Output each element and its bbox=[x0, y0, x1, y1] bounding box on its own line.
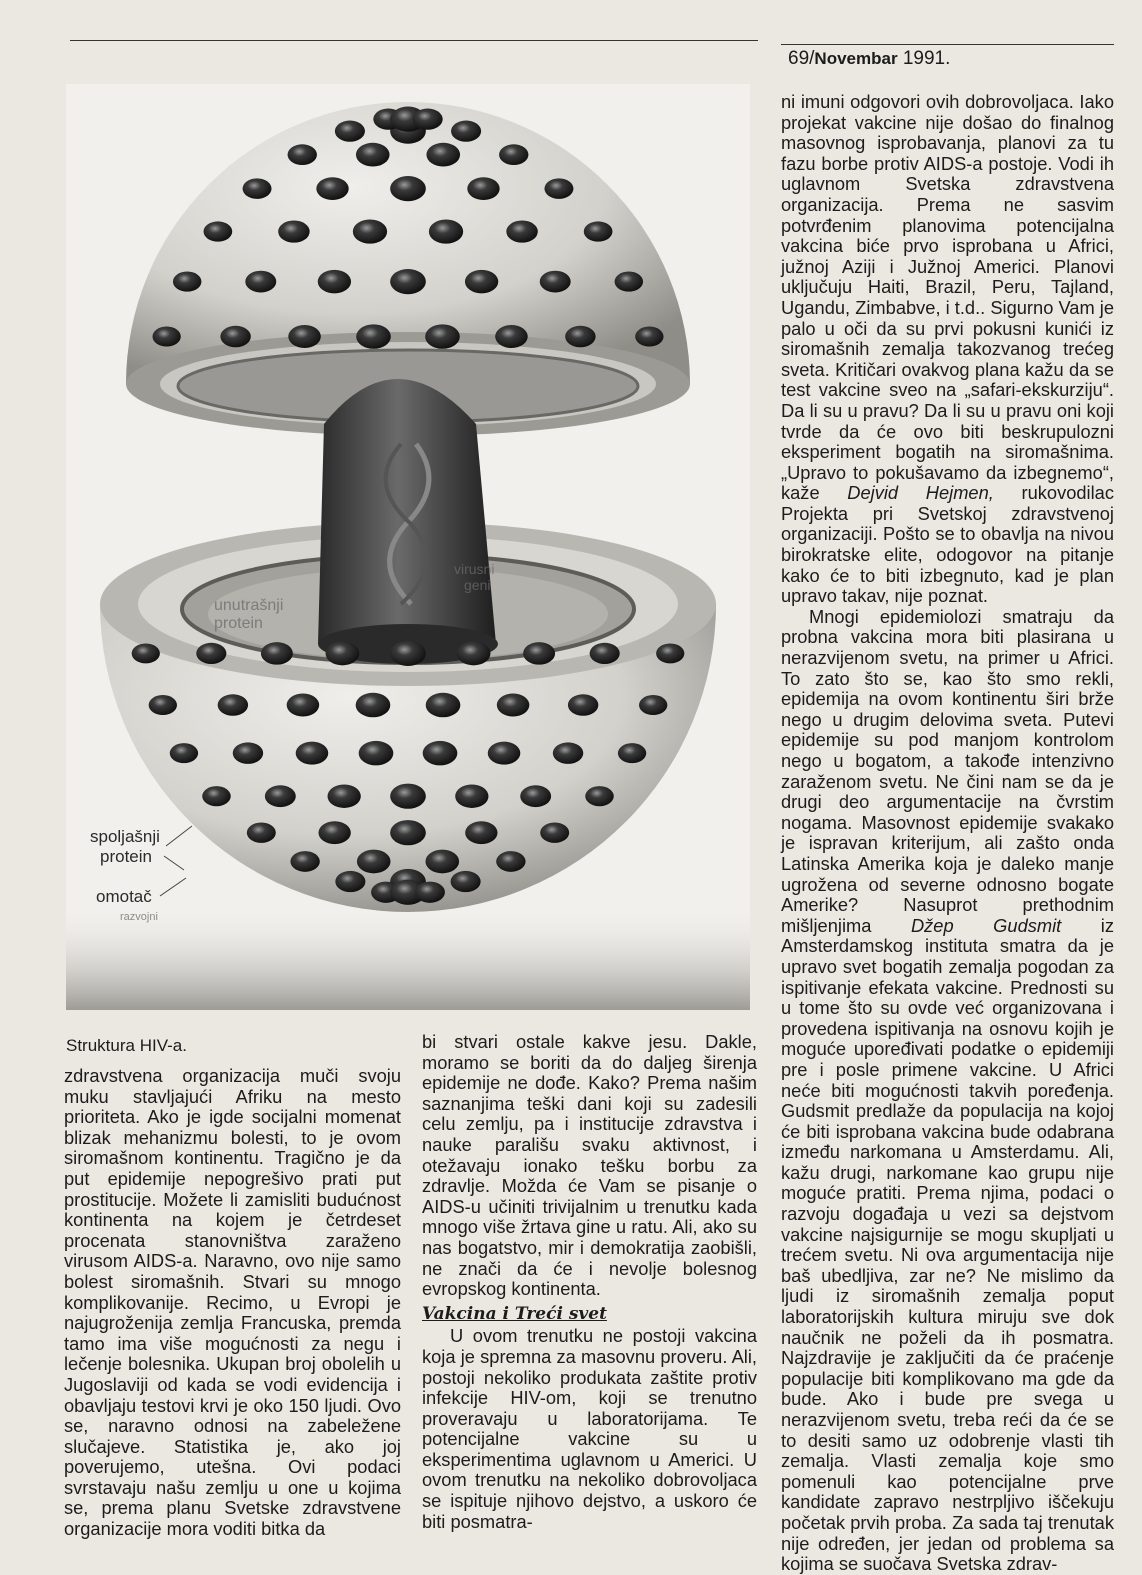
surface-protein-knob bbox=[335, 121, 365, 142]
surface-protein-knob bbox=[265, 785, 296, 807]
surface-protein-knob bbox=[425, 850, 459, 874]
surface-protein-knob bbox=[356, 693, 391, 717]
surface-protein-knob bbox=[415, 882, 445, 903]
hiv-structure-illustration bbox=[66, 84, 750, 1010]
person-name: Dejvid Hejmen, bbox=[847, 482, 994, 504]
surface-protein-knob bbox=[245, 271, 276, 293]
surface-protein-knob bbox=[495, 325, 528, 348]
person-name: Džep Gudsmit bbox=[910, 914, 1062, 936]
surface-protein-knob bbox=[296, 742, 329, 765]
label-virus-genes: virusni geni bbox=[454, 561, 495, 593]
surface-protein-knob bbox=[390, 176, 426, 201]
issue-year: 1991. bbox=[902, 48, 951, 69]
col2-paragraph-2: U ovom trenutku ne postoji vakcina koja je spremna za masovnu proveru. Ali, postoji nekoliko produkata zaštite protiv infekcije HIV-om, koji se trenutno proveravaju u laboratorijama. Te potencijalne vakcine su u eksperimentima uglavnom u Americi. U ovom trenutku na nekoliko dobrovoljaca se ispituje njihovo dejstvo, a uskoro će biti posmatra- bbox=[422, 1325, 757, 1532]
surface-protein-knob bbox=[488, 742, 521, 765]
surface-protein-knob bbox=[635, 327, 663, 347]
surface-protein-knob bbox=[326, 641, 360, 665]
surface-protein-knob bbox=[467, 177, 499, 200]
label-inner-protein: unutrašnji protein bbox=[214, 597, 284, 632]
surface-protein-knob bbox=[316, 177, 348, 200]
surface-protein-knob bbox=[220, 326, 250, 347]
surface-protein-knob bbox=[497, 694, 530, 717]
top-rule-left bbox=[70, 40, 758, 41]
surface-protein-knob bbox=[390, 641, 426, 666]
surface-protein-knob bbox=[451, 121, 481, 142]
column-1 bbox=[64, 1066, 401, 1540]
surface-protein-knob bbox=[132, 643, 160, 663]
surface-protein-knob bbox=[426, 693, 461, 717]
surface-protein-knob bbox=[204, 221, 233, 241]
issue-month: Novembar bbox=[814, 49, 898, 68]
surface-protein-knob bbox=[318, 270, 351, 294]
surface-protein-knob bbox=[356, 143, 390, 167]
surface-protein-knob bbox=[568, 694, 598, 715]
surface-protein-knob bbox=[523, 642, 555, 665]
surface-protein-knob bbox=[149, 695, 177, 715]
surface-protein-knob bbox=[413, 109, 443, 130]
surface-protein-knob bbox=[335, 871, 365, 892]
surface-protein-knob bbox=[656, 643, 684, 663]
surface-protein-knob bbox=[465, 821, 497, 844]
surface-protein-knob bbox=[278, 220, 309, 242]
surface-protein-knob bbox=[359, 741, 394, 765]
top-rule-right bbox=[781, 44, 1114, 45]
col1-paragraph: zdravstvena organizacija muči svoju muku stavljajući Afriku na mesto prioriteta. Ako je igde socijalni momenat blizak mehanizmu bolesti, to je ovom siromašnom kontinentu. Tragično je da put epidemije nepogrešivo prati put prostitucije. Možete li zamisliti budućnost kontinenta na kojem je četrdeset procenata stanovništva zaraženo virusom AIDS-a. Naravno, ovo nije samo bolest siromašnih. Stvari su mnogo komplikovanije. Recimo, u Evropi je najugroženija zemlja Francuska, premda tamo ima više mogućnosti za negu i lečenje bolesnika. Ukupan broj obolelih u Jugoslaviji od kada se vodi evidencija i obavljaju testovi krvi je oko 150 ljudi. Ovo se, naravno odnosi na zabeležene slučajeve. Statistika je, ako joj poverujemo, utešna. Ovi podaci svrstavaju našu zemlju u one u kojima se, prema planu Svetske zdravstvene organizacije mora voditi bitka da bbox=[64, 1065, 401, 1540]
col3-paragraph-1: ni imuni odgovori ovih dobrovoljaca. Iako projekat vakcine nije došao do finalnog masovnog isprobavanja, planovi za tu fazu borbe protiv AIDS-a postoje. Vodi ih uglavnom Svetska zdravstvena organizacija. Prema ne sasvim potvrđenim planovima potencijalna vakcina biće prvo isprobana u Africi, južnoj Aziji i Južnoj Americi. Planovi uključuju Haiti, Brazil, Peru, Tajland, Ugandu, Zimbabve, i t.d.. Sigurno Vam je palo u oči da su prvi pokusni kunići iz siromašnih zemalja takozvanog trećeg sveta. Kritičari ovakvog plana kažu da se test vakcine sveo na „safari-ekskurziju“. Da li su u pravu? Da li su u pravu oni koji tvrde da će ovo biti beskrupulozni eksperiment bogatih na siromašnima. „Upravo to pokušavamo da izbegnemo“, kaže Dejvid Hejmen, rukovodilac Projekta pri Svetskoj zdravstvenoj organizaciji. Pošto se to obavlja na nivou birokratske elite, odogovor na pitanje kako će to biti izbegnuto, kad je plan upravo takav, nije poznat. bbox=[781, 91, 1114, 607]
surface-protein-knob bbox=[390, 269, 426, 294]
surface-protein-knob bbox=[356, 324, 391, 348]
section-heading: Vakcina i Treći svet bbox=[422, 1303, 607, 1324]
surface-protein-knob bbox=[243, 178, 272, 198]
surface-protein-knob bbox=[584, 221, 613, 241]
surface-protein-knob bbox=[499, 144, 528, 165]
page-number: 69 bbox=[788, 48, 810, 69]
surface-protein-knob bbox=[152, 327, 180, 347]
surface-protein-knob bbox=[585, 786, 613, 806]
surface-protein-knob bbox=[173, 272, 201, 292]
col2-paragraph-1: bi stvari ostale kakve jesu. Dakle, moramo se boriti da do daljeg širenja epidemije ne dođe. Kako? Prema našim saznanjima teški dani koji su zadesili celu zemlju, pa i institucije zdravstva i nauke parališu svaku aktivnost, i otežavaju ionako tešku borbu za zdravlje. Možda će Vam se pisanje o AIDS-u učiniti trivijalnim u trenutku kada mnogo više žrtava gine u ratu. Ali, ako su nas bogatstvo, mir i demokratija zaobišli, ne znači da će i nevolje bolesnog evropskog kontinenta. bbox=[422, 1031, 757, 1300]
surface-protein-knob bbox=[170, 743, 198, 763]
surface-protein-knob bbox=[353, 219, 387, 243]
surface-protein-knob bbox=[247, 822, 276, 842]
surface-protein-knob bbox=[261, 642, 293, 665]
surface-protein-knob bbox=[287, 694, 320, 717]
surface-protein-knob bbox=[496, 851, 525, 872]
surface-protein-knob bbox=[288, 325, 321, 348]
label-outer-protein: spoljašnji protein bbox=[90, 827, 160, 866]
surface-protein-knob bbox=[425, 324, 460, 348]
label-smudge: razvojni bbox=[120, 911, 158, 923]
surface-protein-knob bbox=[233, 742, 263, 763]
surface-protein-knob bbox=[457, 641, 491, 665]
col3-paragraph-2: Mnogi epidemiolozi smatraju da probna vakcina mora biti plasirana u nerazvijenom svetu, na primer u Africi. To zato što se, kao što smo rekli, epidemija na ovom kontinentu širi brže nego u drugim delovima sveta. Putevi epidemije su pod manjom kontrolom nego u bogatom, a takođe intenzivno zaraženom svetu. Ne čini nam se da je drugi deo argumentacije na čvrstim nogama. Masovnost epidemije svakako je ispravan kriterijum, ali zašto onda Latinska Amerika koja je daleko manje ugrožena od severne odnosno bogate Amerike? Nasuprot prethodnim mišljenjima Džep Gudsmit iz Amsterdamskog instituta smatra da je upravo svet bogatih zemalja pogodan za ispitivanje efekata vakcine. Prednosti su u tome što su ovde već organizovana i provedena ispitivanja na osnovu kojih je moguće upoređivati podatke o epidemiji pre i posle primene vakcine. U Africi neće biti mogućnosti takvih poređenja. Gudsmit predlaže da populacija na kojoj će biti isprobana vakcina bude odabrana između narkomana u Amsterdamu. Ali, kažu drugi, narkomane kao grupu nije moguće pratiti. Prema njima, podaci o razvoju događaja u vezi sa dejstvom vakcine najsigurnije se mogu skupljati u trećem svetu. Ni ova argumentacija nije baš ubedljiva, zar ne? Ne mislimo da ljudi iz siromašnih zemalja poput laboratorijskih kultura miruju sve dok naučnik ne poželi da ih posmatra. Najzdravije je zaključiti da će praćenje populacije biti komplikovano ma gde da bude. Ako i bude pre svega u nerazvijenom svetu, treba reći da će se to desiti samo uz odobrenje vlasti tih zemalja. Vlasti zemalja koje smo pomenuli kao potencijalne prve kandidate zapravo nestrpljivo iščekuju početak prvih proba. Za sada taj trenutak nije određen, jer jedan od problema sa kojima se suočava Svetska zdrav- bbox=[781, 605, 1114, 1575]
surface-protein-knob bbox=[590, 643, 620, 664]
surface-protein-knob bbox=[423, 741, 458, 765]
surface-protein-knob bbox=[520, 785, 551, 807]
surface-protein-knob bbox=[390, 820, 426, 845]
surface-protein-knob bbox=[202, 786, 230, 806]
surface-protein-knob bbox=[318, 821, 350, 844]
surface-protein-knob bbox=[357, 850, 391, 874]
surface-protein-knob bbox=[540, 822, 569, 842]
surface-protein-knob bbox=[390, 784, 426, 809]
surface-protein-knob bbox=[465, 270, 498, 294]
surface-protein-knob bbox=[618, 743, 646, 763]
page-folio: 69/Novembar 1991. bbox=[788, 48, 951, 69]
surface-protein-knob bbox=[615, 272, 643, 292]
surface-protein-knob bbox=[426, 143, 460, 167]
surface-protein-knob bbox=[506, 220, 537, 242]
surface-protein-knob bbox=[290, 851, 319, 872]
surface-protein-knob bbox=[288, 144, 317, 165]
figure-caption: Struktura HIV-a. bbox=[66, 1036, 187, 1055]
surface-protein-knob bbox=[639, 695, 667, 715]
surface-protein-knob bbox=[429, 219, 463, 243]
surface-protein-knob bbox=[553, 742, 583, 763]
surface-protein-knob bbox=[565, 326, 595, 347]
surface-protein-knob bbox=[544, 178, 573, 198]
surface-protein-knob bbox=[455, 784, 488, 808]
surface-protein-knob bbox=[451, 871, 481, 892]
surface-protein-knob bbox=[540, 271, 571, 293]
surface-protein-knob bbox=[196, 643, 226, 664]
surface-protein-knob bbox=[328, 784, 361, 808]
surface-protein-knob bbox=[218, 694, 248, 715]
column-3 bbox=[781, 92, 1114, 1575]
label-envelope: omotač bbox=[96, 887, 152, 906]
column-2 bbox=[422, 1032, 757, 1532]
